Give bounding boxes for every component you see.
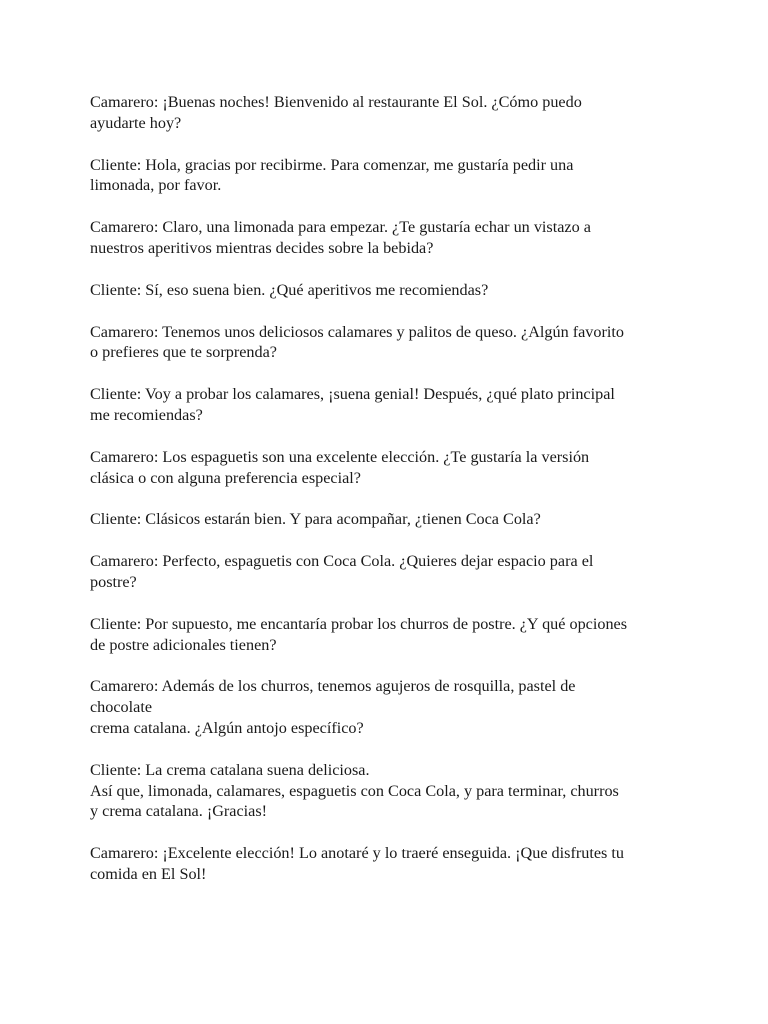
dialogue-line: Camarero: Claro, una limonada para empezar. ¿Te gustaría echar un vistazo a — [90, 218, 591, 237]
dialogue-paragraph — [90, 509, 690, 530]
dialogue-paragraph — [90, 155, 690, 197]
dialogue-paragraph — [90, 384, 690, 426]
dialogue-line: crema catalana. ¿Algún antojo específico? — [90, 718, 364, 737]
dialogue-line: chocolate — [90, 698, 153, 717]
document-page — [90, 92, 690, 906]
dialogue-line: Camarero: Tenemos unos deliciosos calamares y palitos de queso. ¿Algún favorito — [90, 322, 624, 341]
dialogue-line: comida en El Sol! — [90, 864, 207, 883]
dialogue-paragraph — [90, 322, 690, 364]
dialogue-line: Cliente: La crema catalana suena deliciosa. — [90, 760, 370, 779]
dialogue-line: Así que, limonada, calamares, espaguetis con Coca Cola, y para terminar, churros — [90, 781, 619, 800]
dialogue-line: de postre adicionales tienen? — [90, 635, 277, 654]
dialogue-paragraph — [90, 217, 690, 259]
dialogue-line: Cliente: Sí, eso suena bien. ¿Qué aperitivos me recomiendas? — [90, 280, 489, 299]
dialogue-paragraph — [90, 92, 690, 134]
dialogue-line: Camarero: Además de los churros, tenemos agujeros de rosquilla, pastel de — [90, 677, 576, 696]
dialogue-line: o prefieres que te sorprenda? — [90, 343, 277, 362]
dialogue-line: ayudarte hoy? — [90, 113, 182, 132]
dialogue-paragraph — [90, 551, 690, 593]
dialogue-paragraph — [90, 280, 690, 301]
dialogue-paragraph — [90, 676, 690, 738]
dialogue-line: postre? — [90, 572, 137, 591]
dialogue-paragraph — [90, 843, 690, 885]
dialogue-line: Cliente: Hola, gracias por recibirme. Para comenzar, me gustaría pedir una — [90, 155, 574, 174]
dialogue-line: y crema catalana. ¡Gracias! — [90, 802, 268, 821]
dialogue-line: Camarero: Perfecto, espaguetis con Coca Cola. ¿Quieres dejar espacio para el — [90, 552, 594, 571]
dialogue-line: clásica o con alguna preferencia especial? — [90, 468, 361, 487]
dialogue-line: Cliente: Voy a probar los calamares, ¡suena genial! Después, ¿qué plato principal — [90, 385, 615, 404]
dialogue-paragraph — [90, 614, 690, 656]
dialogue-line: nuestros aperitivos mientras decides sobre la bebida? — [90, 238, 434, 257]
dialogue-paragraph — [90, 760, 690, 822]
dialogue-line: limonada, por favor. — [90, 176, 222, 195]
dialogue-paragraph — [90, 447, 690, 489]
dialogue-line: me recomiendas? — [90, 405, 203, 424]
dialogue-line: Camarero: Los espaguetis son una excelente elección. ¿Te gustaría la versión — [90, 447, 590, 466]
dialogue-line: Camarero: ¡Buenas noches! Bienvenido al restaurante El Sol. ¿Cómo puedo — [90, 93, 582, 111]
dialogue-line: Cliente: Clásicos estarán bien. Y para acompañar, ¿tienen Coca Cola? — [90, 510, 541, 529]
dialogue-line: Cliente: Por supuesto, me encantaría probar los churros de postre. ¿Y qué opciones — [90, 614, 628, 633]
dialogue-line: Camarero: ¡Excelente elección! Lo anotaré y lo traeré enseguida. ¡Que disfrutes tu — [90, 844, 624, 863]
